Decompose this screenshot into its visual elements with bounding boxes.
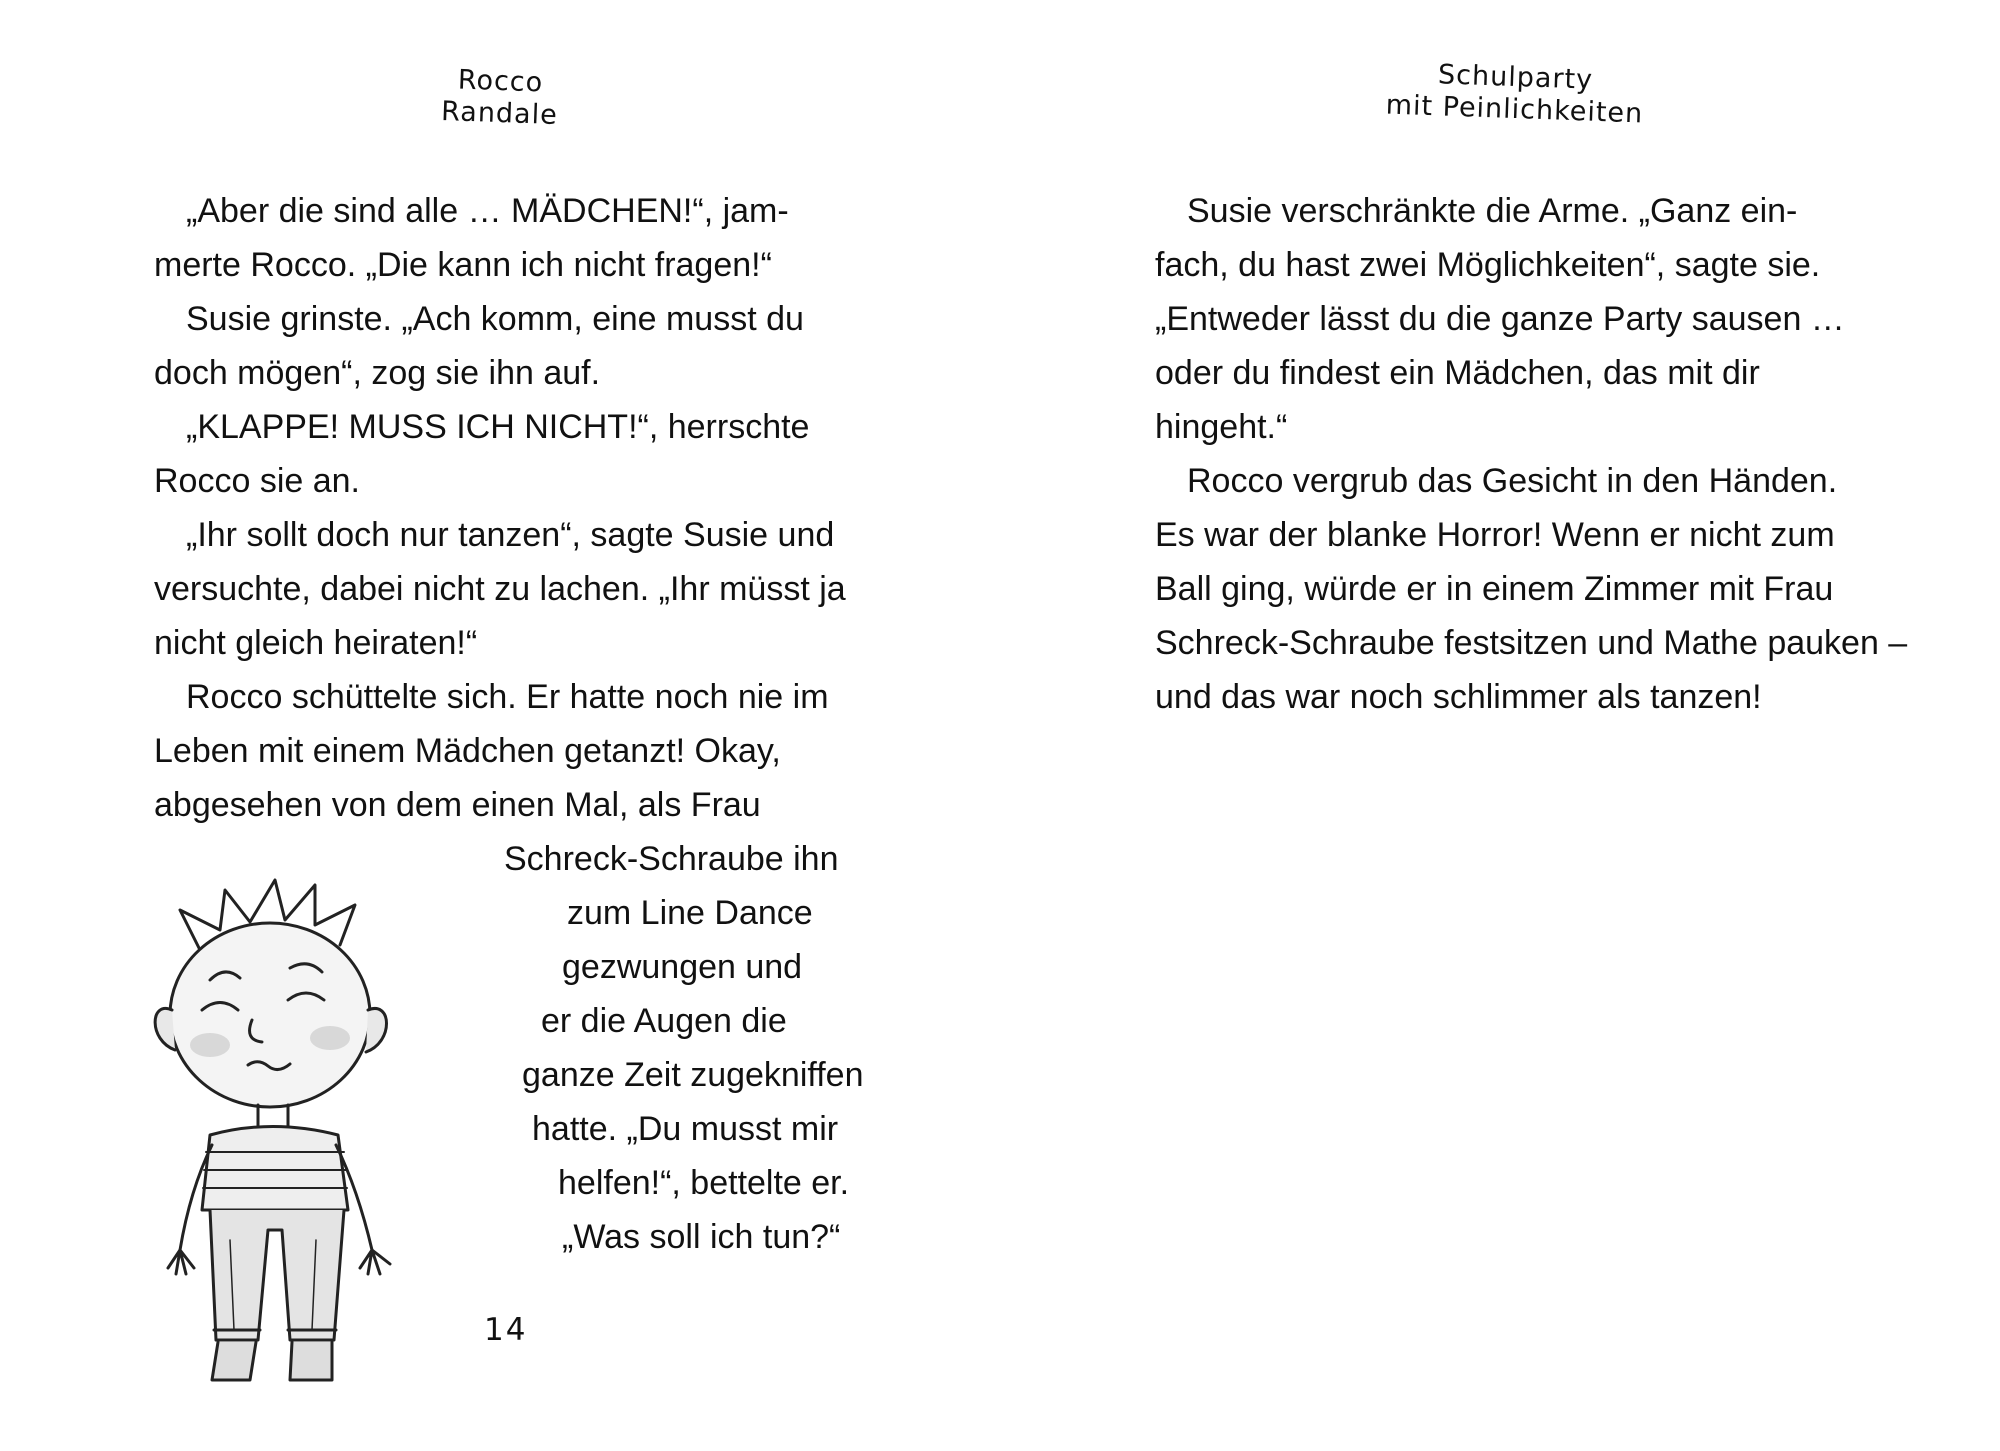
running-head-line: mit Peinlichkeiten: [1385, 89, 1644, 130]
text-line: versuchte, dabei nicht zu lachen. „Ihr müsst ja: [154, 570, 846, 608]
text-line: Leben mit einem Mädchen getanzt! Okay,: [154, 732, 781, 770]
text-line: gezwungen und: [562, 948, 803, 986]
text-line: „KLAPPE! MUSS ICH NICHT!“, herrschte: [186, 408, 810, 446]
text-line: Rocco sie an.: [154, 462, 360, 500]
text-line: und das war noch schlimmer als tanzen!: [1155, 678, 1762, 716]
right-body-text: [1155, 184, 1907, 724]
text-line: zum Line Dance: [567, 894, 813, 932]
right-running-head: [1364, 57, 1666, 131]
text-line: Susie verschränkte die Arme. „Ganz ein-: [1187, 192, 1798, 230]
text-line: abgesehen von dem einen Mal, als Frau: [154, 786, 761, 824]
text-line: Ball ging, würde er in einem Zimmer mit Frau: [1155, 570, 1834, 608]
running-head-line: Rocco: [457, 64, 544, 99]
text-line: merte Rocco. „Die kann ich nicht fragen!“: [154, 246, 772, 284]
text-line: „Aber die sind alle … MÄDCHEN!“, jam-: [186, 192, 789, 230]
text-line: hatte. „Du musst mir: [532, 1110, 839, 1148]
text-line: Rocco schüttelte sich. Er hatte noch nie im: [186, 678, 829, 716]
text-line: helfen!“, bettelte er.: [558, 1164, 850, 1202]
right-page: [1000, 0, 2000, 1451]
running-head-line: Schulparty: [1437, 59, 1594, 96]
text-line: Es war der blanke Horror! Wenn er nicht zum: [1155, 516, 1835, 554]
left-running-head: [409, 63, 591, 133]
text-line: doch mögen“, zog sie ihn auf.: [154, 354, 601, 392]
text-line: er die Augen die: [541, 1002, 787, 1040]
text-line: hingeht.“: [1155, 408, 1288, 446]
text-line: Schreck-Schraube festsitzen und Mathe pauken –: [1155, 624, 1908, 662]
text-line: nicht gleich heiraten!“: [154, 624, 478, 662]
text-line: oder du findest ein Mädchen, das mit dir: [1155, 354, 1760, 392]
rocco-illustration: [140, 860, 440, 1400]
text-line: Susie grinste. „Ach komm, eine musst du: [186, 300, 804, 338]
text-line: „Was soll ich tun?“: [562, 1218, 841, 1256]
running-head-line: Randale: [440, 95, 559, 132]
text-line: Schreck-Schraube ihn: [504, 840, 839, 878]
text-line: fach, du hast zwei Möglichkeiten“, sagte sie.: [1155, 246, 1821, 284]
text-line: „Ihr sollt doch nur tanzen“, sagte Susie und: [186, 516, 835, 554]
text-line: ganze Zeit zugekniffen: [522, 1056, 864, 1094]
text-line: „Entweder lässt du die ganze Party sausen …: [1155, 300, 1845, 338]
text-line: Rocco vergrub das Gesicht in den Händen.: [1187, 462, 1838, 500]
page-number: 14: [484, 1312, 528, 1348]
